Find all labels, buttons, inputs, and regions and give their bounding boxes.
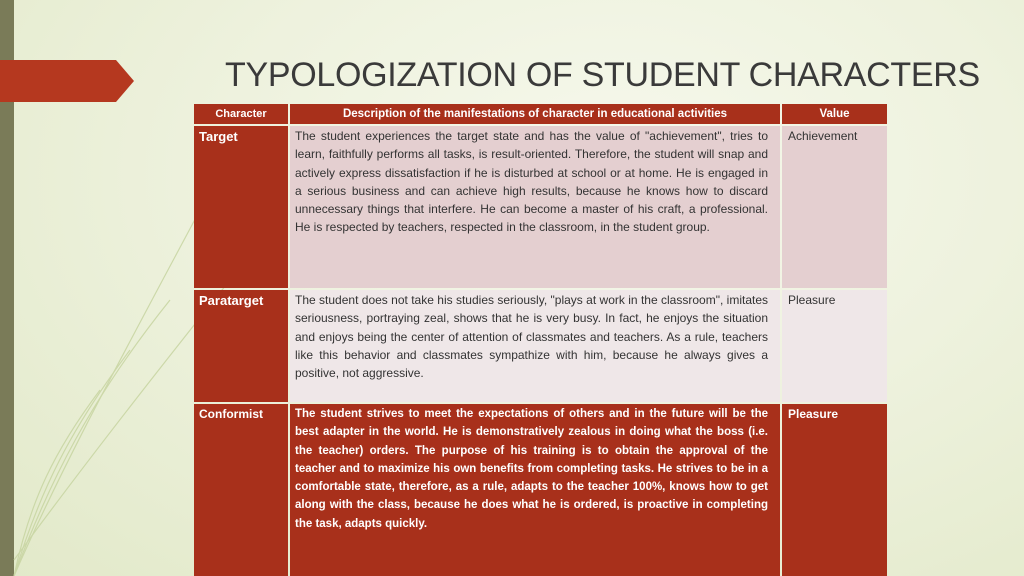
row-paratarget-value: Pleasure: [782, 290, 887, 402]
header-description: Description of the manifestations of character in educational activities: [290, 104, 780, 124]
row-conformist-description: The student strives to meet the expectations of others and in the future will be the best adapter in the world. He is demonstratively zealous in doing what the boss (i.e. the teacher) orders. The purpose of his training is to obtain the approval of the teacher and to maximize his own benefits from completing tasks. He strives to be in a comfortable state, therefore, as a rule, adapts to the teacher 100%, knows how to get along with the class, because he does what he is ordered, is proactive in completing the task, adapts quickly.: [290, 404, 780, 576]
row-conformist-character: Conformist: [194, 404, 288, 576]
row-target-character: Target: [194, 126, 288, 288]
row-paratarget-character: Paratarget: [194, 290, 288, 402]
title-arrow-marker: [0, 60, 134, 102]
row-conformist-value: Pleasure: [782, 404, 887, 576]
header-value: Value: [782, 104, 887, 124]
header-character: Character: [194, 104, 288, 124]
row-target-value: Achievement: [782, 126, 887, 288]
character-table: [194, 104, 887, 576]
row-target-description: The student experiences the target state and has the value of "achievement", tries to learn, faithfully performs all tasks, is result-oriented. Therefore, the student will snap and actively express dissatisfaction if he is disturbed at school or at home. He is engaged in a serious business and can achieve high results, because he knows how to discard unnecessary things that interfere. He can become a master of his craft, a professional. He is respected by teachers, respected in the classroom, in the student group.: [290, 126, 780, 288]
page-title: TYPOLOGIZATION OF STUDENT CHARACTERS: [225, 56, 980, 94]
row-paratarget-description: The student does not take his studies seriously, "plays at work in the classroom", imitates seriousness, portraying zeal, shows that he is very busy. In fact, he enjoys the situation and enjoys being the center of attention of classmates and teachers. As a rule, teachers like this behavior and classmates sympathize with him, because he always gives a positive, not aggressive.: [290, 290, 780, 402]
